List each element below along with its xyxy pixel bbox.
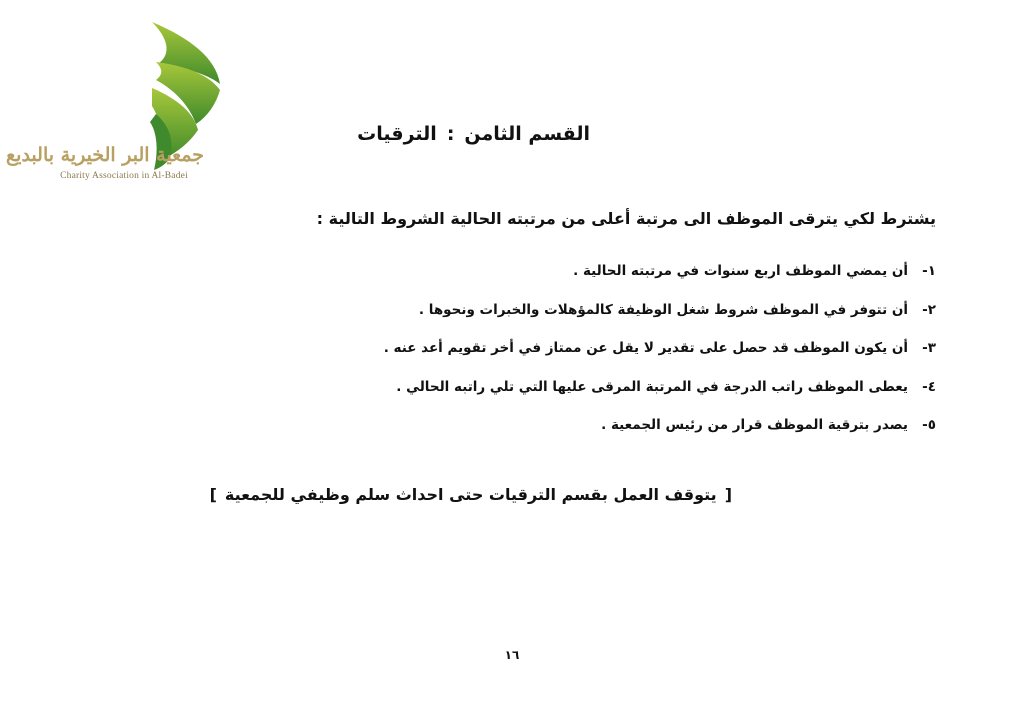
logo-arabic-name: جمعية البر الخيرية بالبديع <box>6 144 204 166</box>
condition-item <box>384 414 936 453</box>
condition-item <box>384 337 936 376</box>
section-title-separator: : <box>446 123 455 145</box>
condition-text: أن تتوفر في الموظف شروط شغل الوظيفة كالمؤهلات والخبرات ونحوها . <box>418 301 908 318</box>
logo-english-name: Charity Association in Al-Badei <box>60 171 188 181</box>
section-title-value: الترقيات <box>357 123 437 145</box>
section-title <box>357 120 590 148</box>
condition-text: يصدر بترقية الموظف قرار من رئيس الجمعية . <box>601 417 908 433</box>
condition-number: ٤- <box>922 378 936 395</box>
condition-number: ٣- <box>922 340 936 356</box>
condition-item <box>384 299 936 338</box>
page-number <box>0 648 1024 662</box>
suspension-note <box>202 482 740 508</box>
condition-text: أن يمضي الموظف اربع سنوات في مرتبته الحالية . <box>573 263 908 279</box>
condition-text: يعطى الموظف راتب الدرجة في المرتبة المرقى عليها التي تلي راتبه الحالي . <box>396 378 908 395</box>
intro-text: يشترط لكي يترقى الموظف الى مرتبة أعلى من مرتبته الحالية الشروط التالية : <box>316 209 936 228</box>
condition-number: ٥- <box>922 417 936 433</box>
condition-item <box>384 376 936 415</box>
conditions-list <box>384 260 936 453</box>
note-close-bracket: ] <box>209 485 217 504</box>
charity-logo <box>6 18 230 181</box>
note-open-bracket: [ <box>724 485 732 504</box>
note-text: يتوقف العمل بقسم الترقيات حتى احداث سلم وظيفي للجمعية <box>224 485 717 504</box>
page-number-value: ١٦ <box>504 648 520 662</box>
condition-text: أن يكون الموظف قد حصل على تقدير لا يقل عن ممتاز في أخر تقويم أعد عنه . <box>383 340 908 356</box>
condition-number: ١- <box>922 263 936 279</box>
condition-item <box>384 260 936 299</box>
condition-number: ٢- <box>922 301 936 318</box>
section-title-label: القسم الثامن <box>464 123 590 145</box>
